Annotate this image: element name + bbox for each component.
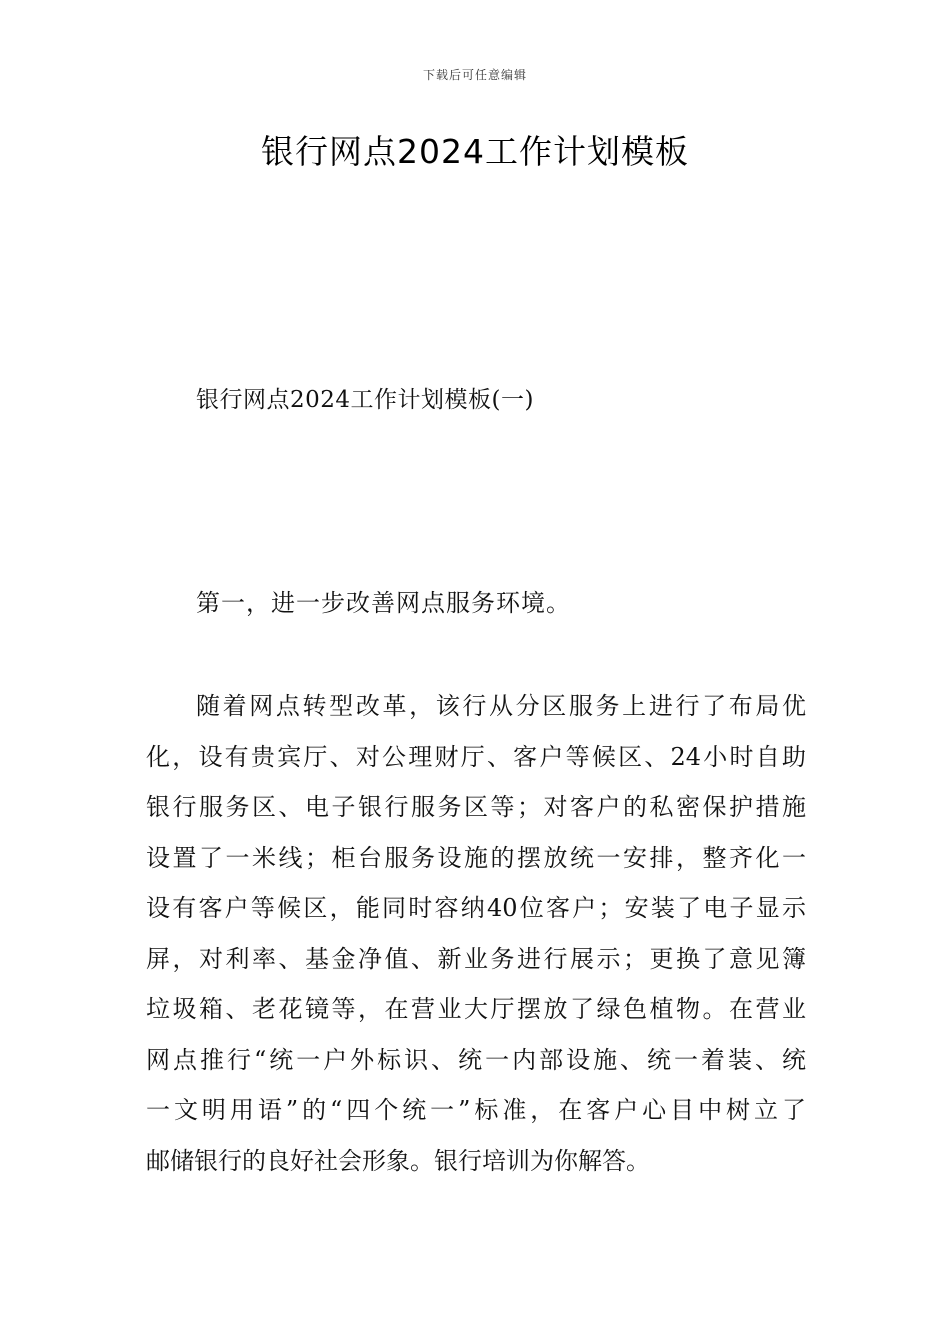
- paragraph-line: 银行服务区、电子银行服务区等；对客户的私密保护措施: [146, 793, 806, 821]
- section-heading: 第一，进一步改善网点服务环境。: [196, 589, 571, 617]
- document-subtitle: 银行网点2024工作计划模板(一): [196, 387, 534, 413]
- header-note: 下载后可任意编辑: [422, 68, 527, 82]
- paragraph-line: 网点推行“统一户外标识、统一内部设施、统一着装、统: [146, 1045, 806, 1074]
- paragraph-line: 一文明用语”的“四个统一”标准，在客户心目中树立了: [146, 1096, 806, 1124]
- paragraph-line: 随着网点转型改革，该行从分区服务上进行了布局优: [196, 692, 806, 720]
- paragraph-line: 设置了一米线；柜台服务设施的摆放统一安排，整齐化一: [146, 843, 806, 872]
- document-title: 银行网点2024工作计划模板: [261, 132, 689, 171]
- paragraph-line: 化，设有贵宾厅、对公理财厅、客户等候区、24小时自助: [146, 742, 806, 771]
- paragraph-line: 设有客户等候区，能同时容纳40位客户；安装了电子显示: [146, 894, 806, 922]
- paragraph-line: 邮储银行的良好社会形象。银行培训为你解答。: [146, 1146, 650, 1175]
- paragraph-line: 垃圾箱、老花镜等，在营业大厅摆放了绿色植物。在营业: [146, 995, 806, 1023]
- body-paragraph: [146, 681, 806, 1186]
- paragraph-line: 屏，对利率、基金净值、新业务进行展示；更换了意见簿: [146, 944, 806, 973]
